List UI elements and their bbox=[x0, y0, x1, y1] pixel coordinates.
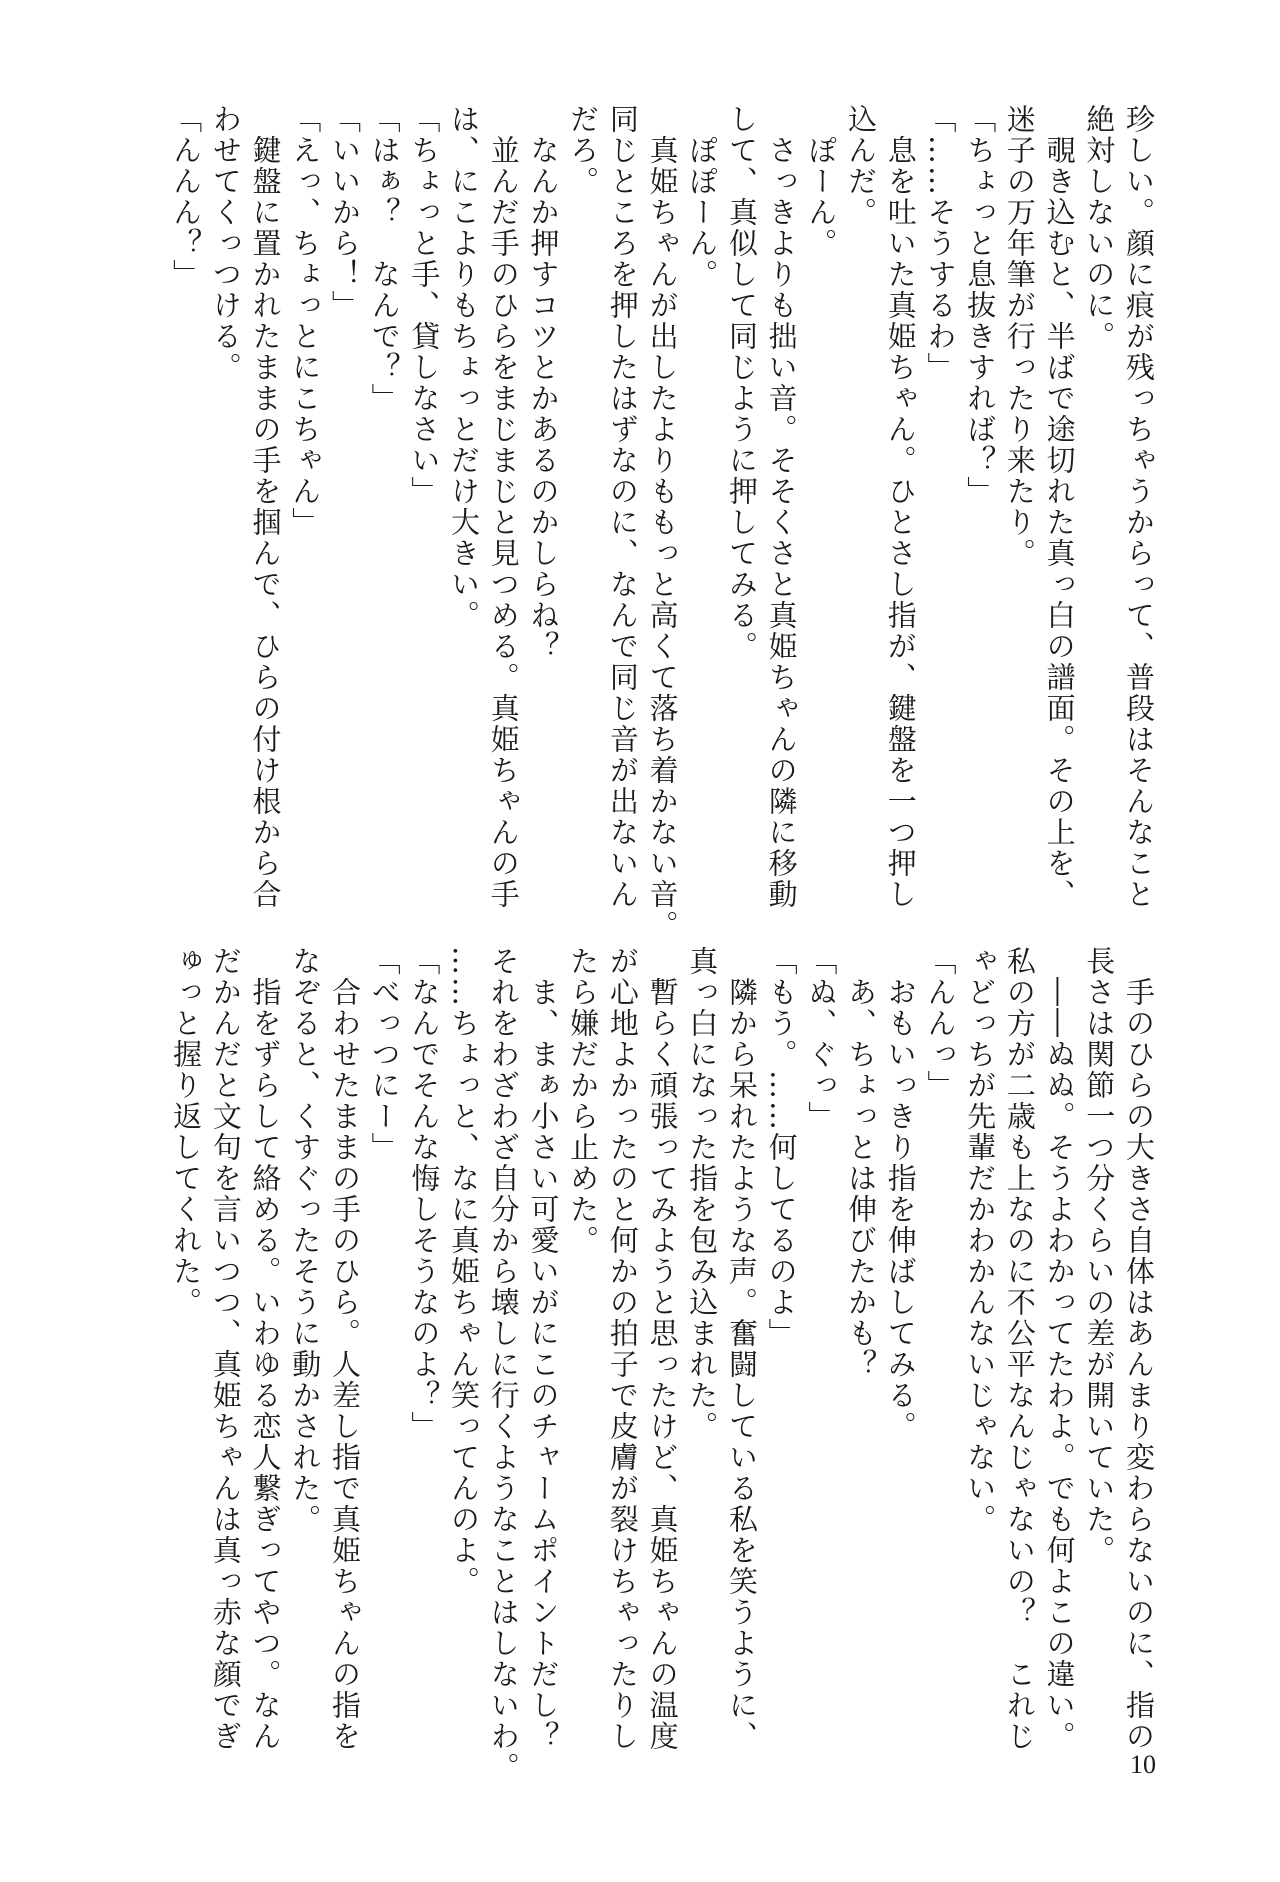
text-line: おもいっきり指を伸ばしてみる。 bbox=[883, 946, 918, 1442]
text-line: 「なんでそんな悔しそうなのよ？」 bbox=[407, 946, 442, 1442]
text-line: ぽぽーん。 bbox=[685, 104, 720, 290]
text-line: 「ぬ、ぐっ」 bbox=[804, 946, 839, 1132]
text-line: ぽーん。 bbox=[804, 104, 839, 259]
text-line: それをわざわざ自分から壊しに行くようなことはしないわ。 bbox=[486, 946, 521, 1783]
text-line: 指をずらして絡める。いわゆる恋人繋ぎってやつ。なん bbox=[248, 946, 283, 1752]
text-line: 珍しい。顔に痕が残っちゃうからって、普段はそんなこと bbox=[1122, 104, 1156, 910]
text-line: 長さは関節一つ分くらいの差が開いていた。 bbox=[1082, 946, 1117, 1566]
text-line: 「いいから！」 bbox=[327, 104, 362, 321]
text-line: 「ちょっと手、貸しなさい」 bbox=[407, 104, 442, 507]
upper-text-block bbox=[163, 104, 1158, 941]
text-line: ゅっと握り返してくれた。 bbox=[169, 946, 204, 1318]
text-line: 絶対しないのに。 bbox=[1082, 104, 1117, 352]
text-line: 「……そうするわ」 bbox=[923, 104, 958, 383]
text-line: たら嫌だから止めた。 bbox=[566, 946, 601, 1256]
text-line: 「はぁ？ なんで？」 bbox=[367, 104, 402, 414]
text-line: 覗き込むと、半ばで途切れた真っ白の譜面。その上を、 bbox=[1042, 104, 1077, 910]
text-line: わせてくっつける。 bbox=[208, 104, 243, 383]
text-line: 息を吐いた真姫ちゃん。ひとさし指が、鍵盤を一つ押し bbox=[883, 104, 918, 910]
text-line: 暫らく頑張ってみようと思ったけど、真姫ちゃんの温度 bbox=[645, 946, 680, 1752]
text-line: ゃどっちが先輩だかわかんないじゃない。 bbox=[963, 946, 998, 1535]
text-line: 同じところを押したはずなのに、なんで同じ音が出ないん bbox=[605, 104, 640, 910]
text-line: が心地よかったのと何かの拍子で皮膚が裂けちゃったりし bbox=[605, 946, 640, 1752]
text-line: 「べっつにー」 bbox=[367, 946, 402, 1163]
text-line: 真姫ちゃんが出したよりももっと高くて落ち着かない音。 bbox=[645, 104, 680, 941]
text-line: なんか押すコツとかあるのかしらね？ bbox=[526, 104, 561, 662]
text-line: ま、まぁ小さい可愛いがにこのチャームポイントだし？ bbox=[526, 946, 561, 1752]
text-line: 並んだ手のひらをまじまじと見つめる。真姫ちゃんの手 bbox=[486, 104, 521, 910]
text-line: だろ。 bbox=[566, 104, 601, 197]
text-line: 「えっ、ちょっとにこちゃん」 bbox=[288, 104, 323, 538]
text-line: は、にこよりもちょっとだけ大きい。 bbox=[447, 104, 482, 631]
text-line: 鍵盤に置かれたままの手を掴んで、ひらの付け根から合 bbox=[248, 104, 283, 910]
text-line: なぞると、くすぐったそうに動かされた。 bbox=[288, 946, 323, 1535]
text-line: 迷子の万年筆が行ったり来たり。 bbox=[1002, 104, 1037, 569]
text-line: 手のひらの大きさ自体はあんまり変わらないのに、指の bbox=[1122, 946, 1156, 1752]
text-line: 真っ白になった指を包み込まれた。 bbox=[685, 946, 720, 1442]
text-line: だかんだと文句を言いつつ、真姫ちゃんは真っ赤な顔でぎ bbox=[208, 946, 243, 1752]
text-line: 「んんん？」 bbox=[169, 104, 204, 290]
text-line: さっきよりも拙い音。そそくさと真姫ちゃんの隣に移動 bbox=[764, 104, 799, 910]
text-line: ――ぬぬ。そうよわかってたわよ。でも何よこの違い。 bbox=[1042, 946, 1077, 1752]
page-number: 10 bbox=[1130, 1750, 1156, 1779]
text-line: 「ちょっと息抜きすれば？」 bbox=[963, 104, 998, 507]
text-line: 込んだ。 bbox=[844, 104, 879, 228]
text-line: 隣から呆れたような声。奮闘している私を笑うように、 bbox=[724, 946, 759, 1752]
text-line: 私の方が二歳も上なのに不公平なんじゃないの？ これじ bbox=[1002, 946, 1037, 1752]
text-line: あ、ちょっとは伸びたかも？ bbox=[844, 946, 879, 1380]
text-line: 「んんっ」 bbox=[923, 946, 958, 1101]
text-line: して、真似して同じように押してみる。 bbox=[724, 104, 759, 662]
text-line: 「もう。……何してるのよ」 bbox=[764, 946, 799, 1349]
text-line: ……ちょっと、なに真姫ちゃん笑ってんのよ。 bbox=[447, 946, 482, 1597]
text-line: 合わせたままの手のひら。人差し指で真姫ちゃんの指を bbox=[327, 946, 362, 1752]
